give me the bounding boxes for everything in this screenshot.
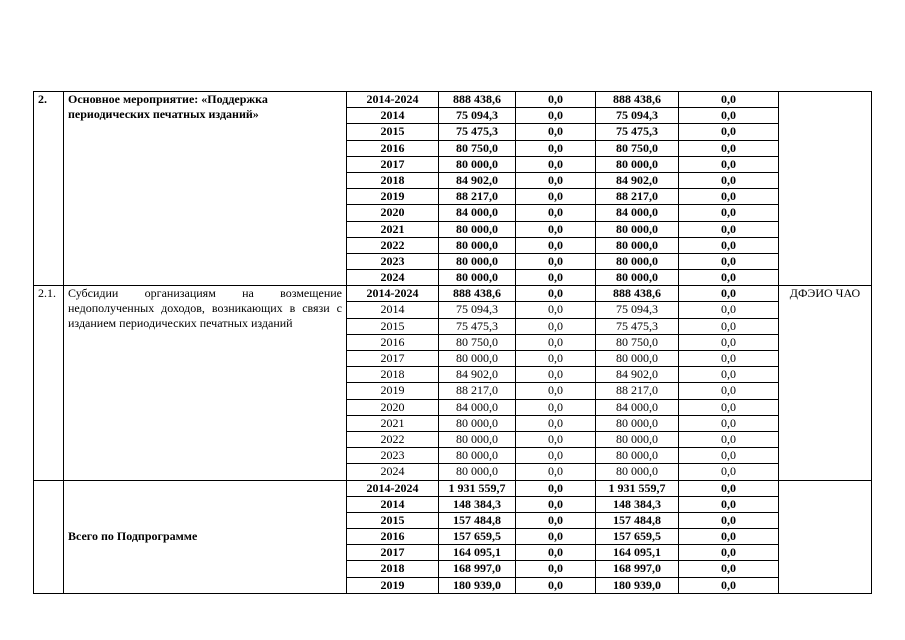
total-cell: 888 438,6 — [439, 92, 516, 108]
regional-cell: 157 659,5 — [596, 529, 679, 545]
year-cell: 2017 — [347, 351, 439, 367]
total-cell: 84 000,0 — [439, 399, 516, 415]
regional-cell: 80 000,0 — [596, 431, 679, 447]
year-cell: 2015 — [347, 124, 439, 140]
federal-cell: 0,0 — [516, 221, 596, 237]
regional-cell: 148 384,3 — [596, 496, 679, 512]
regional-cell: 80 000,0 — [596, 270, 679, 286]
federal-cell: 0,0 — [516, 318, 596, 334]
federal-cell: 0,0 — [516, 496, 596, 512]
year-cell: 2015 — [347, 512, 439, 528]
total-cell: 180 939,0 — [439, 577, 516, 593]
other-cell: 0,0 — [679, 92, 779, 108]
federal-cell: 0,0 — [516, 529, 596, 545]
other-cell: 0,0 — [679, 577, 779, 593]
year-cell: 2023 — [347, 253, 439, 269]
regional-cell: 84 000,0 — [596, 399, 679, 415]
federal-cell: 0,0 — [516, 124, 596, 140]
federal-cell: 0,0 — [516, 286, 596, 302]
total-cell: 80 000,0 — [439, 448, 516, 464]
regional-cell: 80 000,0 — [596, 415, 679, 431]
regional-cell: 80 000,0 — [596, 448, 679, 464]
total-cell: 80 000,0 — [439, 253, 516, 269]
other-cell: 0,0 — [679, 351, 779, 367]
year-cell: 2018 — [347, 172, 439, 188]
federal-cell: 0,0 — [516, 399, 596, 415]
regional-cell: 80 750,0 — [596, 140, 679, 156]
total-cell: 80 000,0 — [439, 464, 516, 480]
total-cell: 84 902,0 — [439, 172, 516, 188]
total-cell: 84 902,0 — [439, 367, 516, 383]
year-cell: 2019 — [347, 189, 439, 205]
regional-cell: 84 902,0 — [596, 172, 679, 188]
regional-cell: 888 438,6 — [596, 286, 679, 302]
federal-cell: 0,0 — [516, 561, 596, 577]
year-cell: 2018 — [347, 367, 439, 383]
row-number: 2. — [34, 92, 64, 286]
other-cell: 0,0 — [679, 545, 779, 561]
federal-cell: 0,0 — [516, 464, 596, 480]
year-cell: 2020 — [347, 205, 439, 221]
total-cell: 75 475,3 — [439, 124, 516, 140]
year-cell: 2019 — [347, 577, 439, 593]
regional-cell: 80 000,0 — [596, 351, 679, 367]
federal-cell: 0,0 — [516, 448, 596, 464]
federal-cell: 0,0 — [516, 512, 596, 528]
activity-name: Основное мероприятие: «Поддержка периодических печатных изданий» — [64, 92, 347, 286]
regional-cell: 80 000,0 — [596, 253, 679, 269]
federal-cell: 0,0 — [516, 415, 596, 431]
other-cell: 0,0 — [679, 189, 779, 205]
year-cell: 2021 — [347, 415, 439, 431]
year-cell: 2014 — [347, 302, 439, 318]
year-cell: 2021 — [347, 221, 439, 237]
regional-cell: 168 997,0 — [596, 561, 679, 577]
regional-cell: 75 094,3 — [596, 108, 679, 124]
year-cell: 2022 — [347, 431, 439, 447]
other-cell: 0,0 — [679, 448, 779, 464]
federal-cell: 0,0 — [516, 302, 596, 318]
federal-cell: 0,0 — [516, 156, 596, 172]
total-cell: 88 217,0 — [439, 189, 516, 205]
regional-cell: 84 000,0 — [596, 205, 679, 221]
year-cell: 2014 — [347, 108, 439, 124]
year-cell: 2024 — [347, 270, 439, 286]
federal-cell: 0,0 — [516, 108, 596, 124]
federal-cell: 0,0 — [516, 237, 596, 253]
other-cell: 0,0 — [679, 367, 779, 383]
federal-cell: 0,0 — [516, 253, 596, 269]
regional-cell: 75 475,3 — [596, 318, 679, 334]
federal-cell: 0,0 — [516, 545, 596, 561]
table-row — [34, 92, 872, 108]
regional-cell: 888 438,6 — [596, 92, 679, 108]
federal-cell: 0,0 — [516, 270, 596, 286]
total-cell: 148 384,3 — [439, 496, 516, 512]
other-cell: 0,0 — [679, 172, 779, 188]
regional-cell: 80 000,0 — [596, 156, 679, 172]
responsible-executor — [779, 92, 872, 286]
row-number — [34, 480, 64, 593]
federal-cell: 0,0 — [516, 577, 596, 593]
year-cell: 2016 — [347, 529, 439, 545]
year-cell: 2014-2024 — [347, 286, 439, 302]
year-cell: 2016 — [347, 140, 439, 156]
other-cell: 0,0 — [679, 156, 779, 172]
activity-name: Субсидии организациям на возмещение недополученных доходов, возникающих в связи с изданием периодических печатных изданий — [64, 286, 347, 480]
regional-cell: 88 217,0 — [596, 189, 679, 205]
regional-cell: 88 217,0 — [596, 383, 679, 399]
other-cell: 0,0 — [679, 302, 779, 318]
year-cell: 2014-2024 — [347, 480, 439, 496]
other-cell: 0,0 — [679, 399, 779, 415]
regional-cell: 1 931 559,7 — [596, 480, 679, 496]
regional-cell: 80 000,0 — [596, 221, 679, 237]
other-cell: 0,0 — [679, 108, 779, 124]
year-cell: 2024 — [347, 464, 439, 480]
year-cell: 2020 — [347, 399, 439, 415]
other-cell: 0,0 — [679, 415, 779, 431]
regional-cell: 157 484,8 — [596, 512, 679, 528]
total-cell: 1 931 559,7 — [439, 480, 516, 496]
total-cell: 88 217,0 — [439, 383, 516, 399]
total-cell: 80 750,0 — [439, 140, 516, 156]
year-cell: 2023 — [347, 448, 439, 464]
table-row — [34, 286, 872, 302]
other-cell: 0,0 — [679, 480, 779, 496]
regional-cell: 180 939,0 — [596, 577, 679, 593]
regional-cell: 75 475,3 — [596, 124, 679, 140]
total-cell: 80 000,0 — [439, 237, 516, 253]
responsible-executor: ДФЭИО ЧАО — [779, 286, 872, 480]
other-cell: 0,0 — [679, 237, 779, 253]
other-cell: 0,0 — [679, 512, 779, 528]
row-number: 2.1. — [34, 286, 64, 480]
other-cell: 0,0 — [679, 561, 779, 577]
federal-cell: 0,0 — [516, 367, 596, 383]
other-cell: 0,0 — [679, 253, 779, 269]
other-cell: 0,0 — [679, 124, 779, 140]
total-cell: 84 000,0 — [439, 205, 516, 221]
other-cell: 0,0 — [679, 431, 779, 447]
total-cell: 888 438,6 — [439, 286, 516, 302]
total-cell: 80 000,0 — [439, 415, 516, 431]
other-cell: 0,0 — [679, 529, 779, 545]
year-cell: 2017 — [347, 545, 439, 561]
year-cell: 2017 — [347, 156, 439, 172]
other-cell: 0,0 — [679, 464, 779, 480]
regional-cell: 80 000,0 — [596, 237, 679, 253]
total-cell: 80 000,0 — [439, 351, 516, 367]
total-cell: 168 997,0 — [439, 561, 516, 577]
federal-cell: 0,0 — [516, 205, 596, 221]
federal-cell: 0,0 — [516, 140, 596, 156]
other-cell: 0,0 — [679, 221, 779, 237]
federal-cell: 0,0 — [516, 92, 596, 108]
regional-cell: 164 095,1 — [596, 545, 679, 561]
other-cell: 0,0 — [679, 496, 779, 512]
total-cell: 75 094,3 — [439, 302, 516, 318]
year-cell: 2014-2024 — [347, 92, 439, 108]
total-cell: 80 000,0 — [439, 221, 516, 237]
federal-cell: 0,0 — [516, 172, 596, 188]
federal-cell: 0,0 — [516, 189, 596, 205]
other-cell: 0,0 — [679, 383, 779, 399]
table-row — [34, 480, 872, 496]
year-cell: 2022 — [347, 237, 439, 253]
year-cell: 2015 — [347, 318, 439, 334]
total-cell: 75 094,3 — [439, 108, 516, 124]
total-cell: 80 000,0 — [439, 431, 516, 447]
total-cell: 157 659,5 — [439, 529, 516, 545]
total-cell: 164 095,1 — [439, 545, 516, 561]
other-cell: 0,0 — [679, 270, 779, 286]
year-cell: 2014 — [347, 496, 439, 512]
federal-cell: 0,0 — [516, 334, 596, 350]
budget-table — [33, 91, 872, 594]
regional-cell: 80 750,0 — [596, 334, 679, 350]
regional-cell: 80 000,0 — [596, 464, 679, 480]
federal-cell: 0,0 — [516, 431, 596, 447]
other-cell: 0,0 — [679, 318, 779, 334]
federal-cell: 0,0 — [516, 383, 596, 399]
federal-cell: 0,0 — [516, 480, 596, 496]
year-cell: 2016 — [347, 334, 439, 350]
total-cell: 157 484,8 — [439, 512, 516, 528]
other-cell: 0,0 — [679, 205, 779, 221]
total-cell: 80 750,0 — [439, 334, 516, 350]
total-cell: 80 000,0 — [439, 156, 516, 172]
activity-name: Всего по Подпрограмме — [64, 480, 347, 593]
total-cell: 80 000,0 — [439, 270, 516, 286]
responsible-executor — [779, 480, 872, 593]
year-cell: 2018 — [347, 561, 439, 577]
total-cell: 75 475,3 — [439, 318, 516, 334]
federal-cell: 0,0 — [516, 351, 596, 367]
regional-cell: 84 902,0 — [596, 367, 679, 383]
year-cell: 2019 — [347, 383, 439, 399]
other-cell: 0,0 — [679, 140, 779, 156]
regional-cell: 75 094,3 — [596, 302, 679, 318]
other-cell: 0,0 — [679, 334, 779, 350]
other-cell: 0,0 — [679, 286, 779, 302]
table-body — [34, 92, 872, 594]
